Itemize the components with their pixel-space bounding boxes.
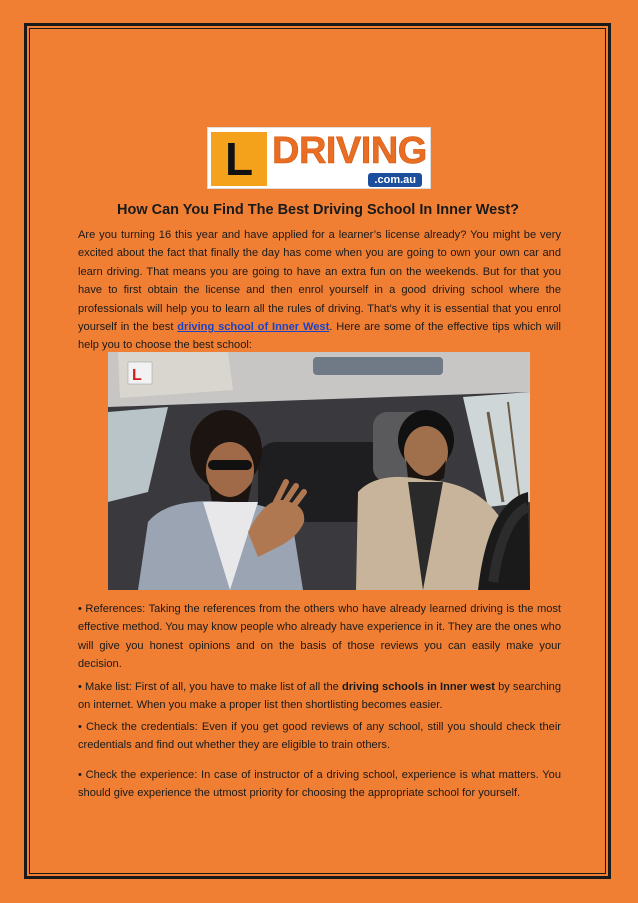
logo-wordmark: DRIVING	[272, 130, 427, 172]
tip-make-list	[78, 678, 561, 715]
tip-experience: • Check the experience: In case of instructor of a driving school, experience is what matters. You should give experience the utmost priority for choosing the appropriate school for yourself.	[78, 769, 561, 800]
logo-domain-tag: .com.au	[368, 173, 422, 187]
intro-text-after: . Here are some of the effective tips which will help you to choose the best school:	[78, 321, 561, 352]
ldriving-logo	[207, 127, 431, 189]
l-sign: L	[132, 367, 142, 384]
intro-paragraph	[78, 226, 561, 355]
car-interior-photo	[108, 352, 530, 590]
intro-text-before: Are you turning 16 this year and have applied for a learner’s license already? You might be very excited about the fact that finally the day has come when you are going to own your own car and learn driving. That means you are going to have an extra fun on the weekends. But for that you have to first obtain the license and then enrol yourself in a good driving school where the professionals will help you to learn all the rules of driving. That’s why it is essential that you enrol yourself in the best	[78, 229, 561, 334]
photo-illustration	[108, 352, 530, 590]
make-list-bold-text: driving schools in Inner west	[341, 681, 495, 693]
tip-credentials: • Check the credentials: Even if you get good reviews of any school, still you should check their credentials and find out whether they are eligible to train others.	[78, 721, 561, 752]
tip-references: • References: Taking the references from the others who have already learned driving is the most effective method. You may know people who already have experience in it. They are the ones who will give you honest opinions and on the basis of those reviews you can easily make your decision.	[78, 603, 561, 671]
logo-l-plate: L	[211, 132, 267, 186]
make-list-text-after: by searching on internet. When you make a proper list then shortlisting becomes easier.	[78, 681, 562, 712]
article-heading: How Can You Find The Best Driving School In Inner West?	[117, 202, 519, 218]
make-list-text-before: • Make list: First of all, you have to make list of all the	[78, 681, 342, 693]
driving-school-link[interactable]: driving school of Inner West	[177, 321, 330, 334]
